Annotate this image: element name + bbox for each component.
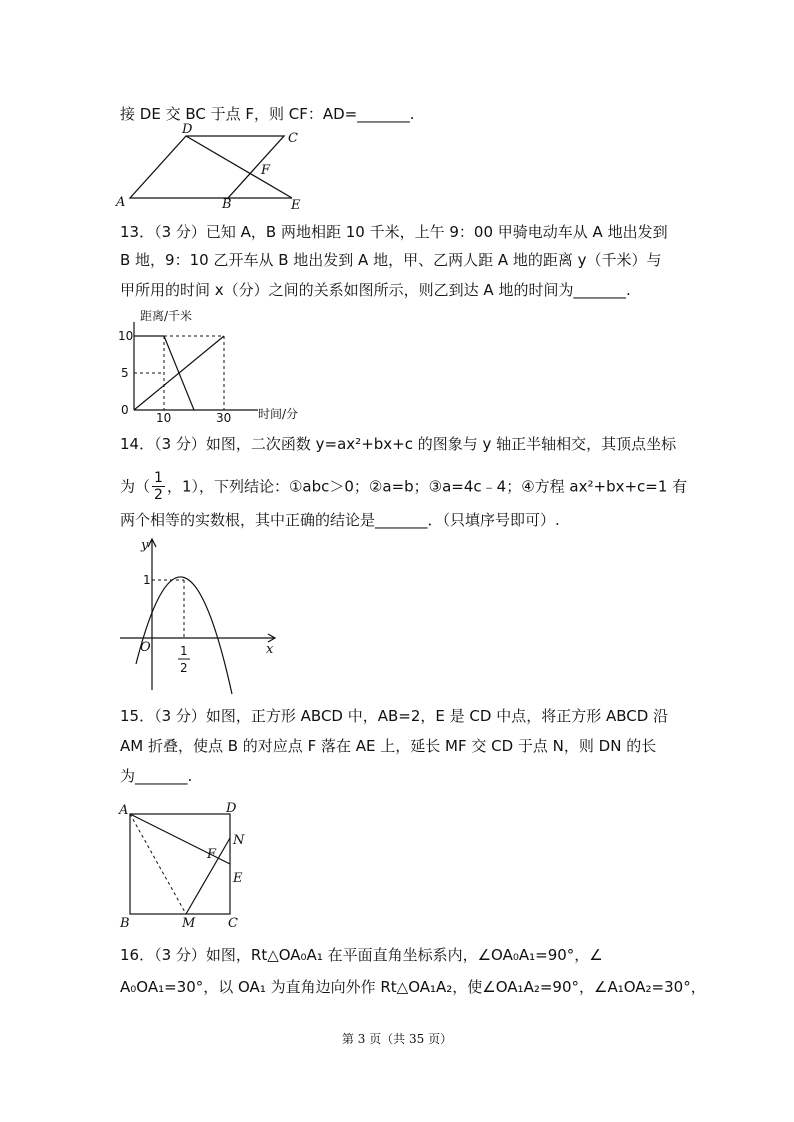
q15-line2: AM 折叠，使点 B 的对应点 F 落在 AE 上，延长 MF 交 CD 于点 N，则 DN 的长 bbox=[120, 737, 657, 755]
q14-graph bbox=[118, 534, 288, 694]
q13-line2: B 地，9：10 乙开车从 B 地出发到 A 地，甲、乙两人距 A 地的距离 y（千米）与 bbox=[120, 251, 662, 269]
fraction-numerator: 1 bbox=[154, 470, 163, 486]
fraction-denominator: 2 bbox=[154, 487, 163, 503]
q14-line1: 14．（3 分）如图，二次函数 y=ax²+bx+c 的图象与 y 轴正半轴相交，其顶点坐标 bbox=[120, 435, 677, 453]
fraction-half bbox=[152, 470, 165, 503]
q14-line3: 两个相等的实数根，其中正确的结论是_______．（只填序号即可）. bbox=[120, 511, 560, 529]
q12-figure bbox=[110, 122, 310, 210]
graph-origin-label: O bbox=[140, 640, 151, 655]
graph-tick-1: 1 bbox=[143, 573, 151, 587]
q15-line1: 15．（3 分）如图，正方形 ABCD 中，AB=2，E 是 CD 中点，将正方形 ABCD 沿 bbox=[120, 707, 669, 725]
page-footer: 第 3 页（共 35 页） bbox=[341, 1032, 453, 1046]
graph-half-num: 1 bbox=[180, 644, 188, 658]
graph-x-label: x bbox=[266, 642, 274, 657]
label-d: D bbox=[182, 122, 193, 137]
y-tick-0: 0 bbox=[121, 403, 129, 417]
label-a: A bbox=[116, 195, 126, 210]
sq-label-b: B bbox=[120, 916, 130, 931]
q13-chart bbox=[112, 304, 312, 424]
sq-label-m: M bbox=[182, 916, 196, 931]
q14-line2-start: 为（ bbox=[120, 477, 151, 496]
graph-y-label: y bbox=[141, 538, 149, 553]
q13-line3: 甲所用的时间 x（分）之间的关系如图所示，则乙到达 A 地的时间为_______. bbox=[120, 281, 631, 299]
q13-line1: 13．（3 分）已知 A，B 两地相距 10 千米，上午 9：00 甲骑电动车从 A 地出发到 bbox=[120, 223, 668, 241]
label-b: B bbox=[222, 197, 232, 210]
q16-line1: 16．（3 分）如图，Rt△OA₀A₁ 在平面直角坐标系内，∠OA₀A₁=90°，∠ bbox=[120, 946, 603, 964]
q15-line3: 为_______. bbox=[120, 767, 193, 785]
x-tick-10: 10 bbox=[156, 411, 172, 424]
q14-line2 bbox=[120, 470, 688, 503]
q12-text: 接 DE 交 BC 于点 F，则 CF：AD=_______. bbox=[120, 105, 415, 123]
graph-half-den: 2 bbox=[180, 661, 188, 675]
q14-line2-end: ，1），下列结论：①abc＞0；②a=b；③a=4c﹣4；④方程 ax²+bx+c=1 有 bbox=[166, 477, 688, 496]
sq-label-a: A bbox=[119, 803, 129, 818]
y-tick-10: 10 bbox=[118, 329, 134, 343]
sq-label-d: D bbox=[226, 801, 237, 816]
sq-label-c: C bbox=[228, 916, 238, 931]
q15-figure bbox=[116, 796, 256, 932]
y-axis-label: 距离/千米 bbox=[140, 309, 193, 323]
label-f: F bbox=[261, 163, 271, 178]
sq-label-f: F bbox=[207, 847, 217, 862]
sq-label-e: E bbox=[233, 871, 243, 886]
x-tick-30: 30 bbox=[216, 411, 232, 424]
q16-line2: A₀OA₁=30°，以 OA₁ 为直角边向外作 Rt△OA₁A₂，使∠OA₁A₂=90°，∠A₁OA₂=30°， bbox=[120, 978, 706, 996]
x-axis-label: 时间/分 bbox=[258, 407, 299, 421]
y-tick-5: 5 bbox=[121, 366, 129, 380]
label-e: E bbox=[291, 198, 301, 210]
label-c: C bbox=[288, 131, 298, 146]
sq-label-n: N bbox=[233, 833, 245, 848]
